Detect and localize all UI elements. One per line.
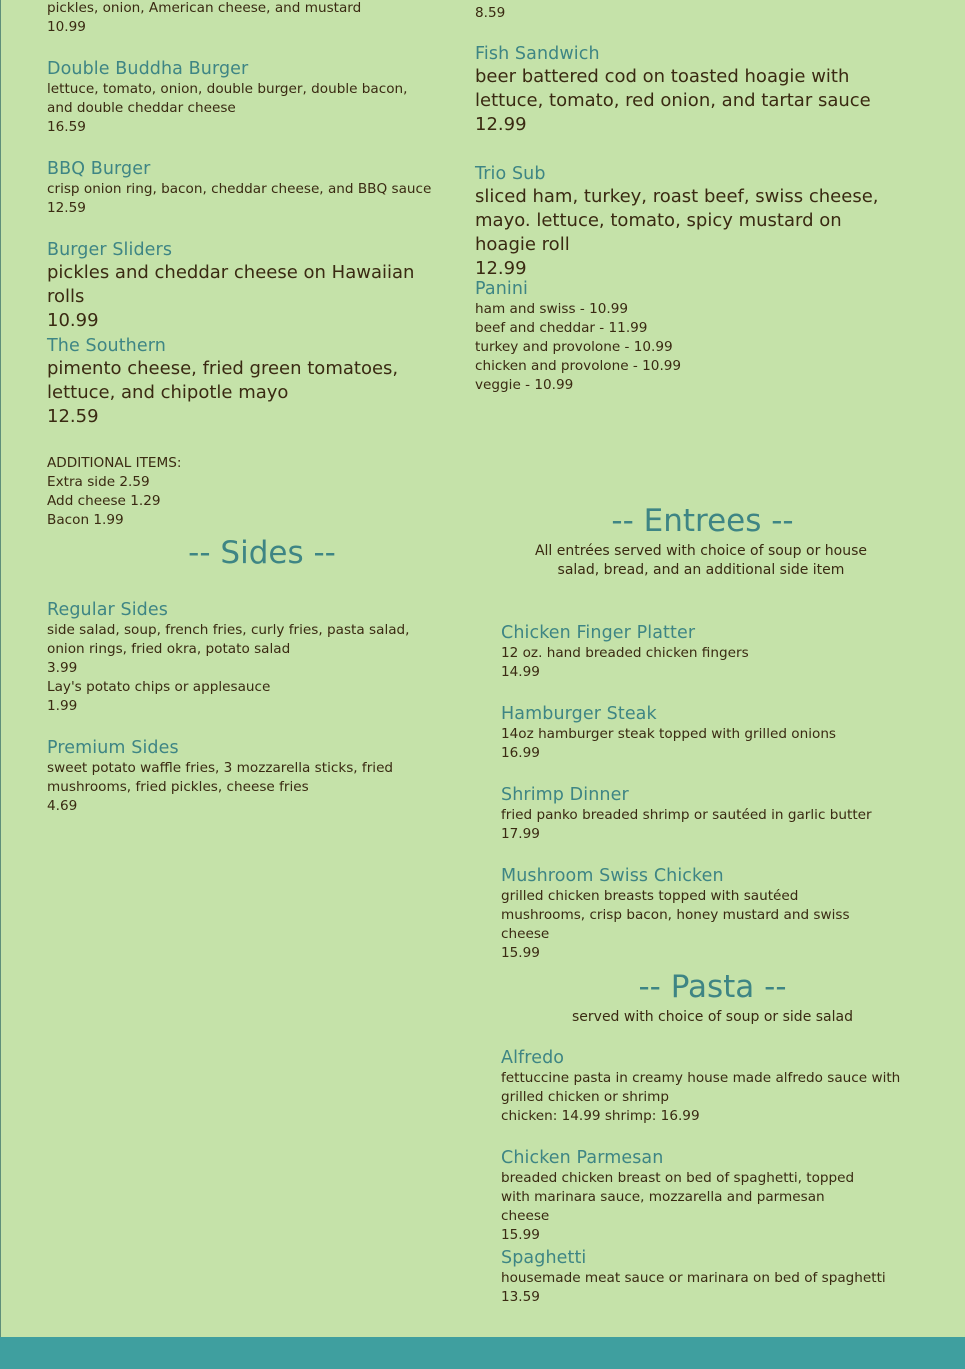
item-price: 1.99 xyxy=(47,698,78,714)
menu-item xyxy=(501,865,881,963)
menu-item xyxy=(47,599,432,716)
menu-item xyxy=(475,163,905,281)
menu-item xyxy=(501,1147,876,1245)
panini-option: ham and swiss - 10.99 xyxy=(475,301,629,317)
item-name: Spaghetti xyxy=(501,1248,587,1268)
item-name: BBQ Burger xyxy=(47,159,151,179)
page-left-border xyxy=(0,0,1,1369)
item-price: 15.99 xyxy=(501,1227,540,1243)
menu-item xyxy=(501,784,931,844)
panini-option: veggie - 10.99 xyxy=(475,377,574,393)
menu-item xyxy=(47,239,432,333)
panini-option: chicken and provolone - 10.99 xyxy=(475,358,682,374)
item-name: Chicken Parmesan xyxy=(501,1148,664,1168)
item-price: 15.99 xyxy=(501,945,540,961)
item-name: The Southern xyxy=(47,336,166,356)
item-description: housemade meat sauce or marinara on bed of spaghetti xyxy=(501,1270,886,1286)
item-description: pimento cheese, fried green tomatoes, lettuce, and chipotle mayo xyxy=(47,358,399,403)
menu-item xyxy=(47,58,432,137)
item-description: pickles, onion, American cheese, and mustard xyxy=(47,0,362,16)
additional-line: Add cheese 1.29 xyxy=(47,493,161,509)
item-price: chicken: 14.99 shrimp: 16.99 xyxy=(501,1108,700,1124)
item-price: 16.59 xyxy=(47,119,86,135)
item-price: 12.59 xyxy=(47,200,86,216)
additional-items xyxy=(47,454,432,530)
item-description: grilled chicken breasts topped with sautéed mushrooms, crisp bacon, honey mustard and swiss cheese xyxy=(501,888,850,942)
item-description: lettuce, tomato, onion, double burger, double bacon, and double cheddar cheese xyxy=(47,81,408,116)
item-name: Chicken Finger Platter xyxy=(501,623,696,643)
item-description: sweet potato waffle fries, 3 mozzarella sticks, fried mushrooms, fried pickles, cheese fries xyxy=(47,760,394,795)
item-description: beer battered cod on toasted hoagie with lettuce, tomato, red onion, and tartar sauce xyxy=(475,66,871,111)
menu-item xyxy=(501,1247,931,1307)
menu-item-panini xyxy=(475,278,905,395)
menu-item-cut-top xyxy=(47,0,432,37)
item-price: 13.59 xyxy=(501,1289,540,1305)
menu-item xyxy=(47,737,432,816)
menu-item xyxy=(475,43,905,137)
item-price: 10.99 xyxy=(47,310,99,331)
item-name: Premium Sides xyxy=(47,738,179,758)
item-name: Double Buddha Burger xyxy=(47,59,249,79)
item-price: 16.99 xyxy=(501,745,540,761)
pasta-title: -- Pasta -- xyxy=(638,969,787,1005)
sides-title: -- Sides -- xyxy=(188,535,336,571)
item-description: crisp onion ring, bacon, cheddar cheese, and BBQ sauce xyxy=(47,181,432,197)
item-name: Hamburger Steak xyxy=(501,704,657,724)
item-description: side salad, soup, french fries, curly fries, pasta salad, onion rings, fried okra, potato salad xyxy=(47,622,410,657)
item-name: Panini xyxy=(475,279,528,299)
item-name: Trio Sub xyxy=(475,164,546,184)
item-description: 12 oz. hand breaded chicken fingers xyxy=(501,645,749,661)
menu-item xyxy=(501,1047,931,1126)
item-name: Shrimp Dinner xyxy=(501,785,629,805)
item-price: 12.99 xyxy=(475,114,527,135)
item-name: Burger Sliders xyxy=(47,240,173,260)
additional-line: Bacon 1.99 xyxy=(47,512,124,528)
menu-item xyxy=(47,335,432,429)
menu-item xyxy=(501,703,931,763)
menu-item xyxy=(501,622,931,682)
item-price: 12.99 xyxy=(475,258,527,279)
additional-heading: ADDITIONAL ITEMS: xyxy=(47,455,182,471)
item-name: Regular Sides xyxy=(47,600,168,620)
item-description: 14oz hamburger steak topped with grilled onions xyxy=(501,726,837,742)
item-price: 12.59 xyxy=(47,406,99,427)
menu-item xyxy=(47,158,432,218)
item-price: 4.69 xyxy=(47,798,78,814)
pasta-subtitle: served with choice of soup or side salad xyxy=(572,1009,853,1025)
item-price: 17.99 xyxy=(501,826,540,842)
additional-line: Extra side 2.59 xyxy=(47,474,150,490)
item-price: 3.99 xyxy=(47,660,78,676)
item-name: Fish Sandwich xyxy=(475,44,600,64)
item-description: Lay's potato chips or applesauce xyxy=(47,679,271,695)
item-name: Mushroom Swiss Chicken xyxy=(501,866,724,886)
item-description: breaded chicken breast on bed of spaghetti, topped with marinara sauce, mozzarella and parmesan cheese xyxy=(501,1170,855,1224)
panini-option: beef and cheddar - 11.99 xyxy=(475,320,648,336)
item-description: pickles and cheddar cheese on Hawaiian rolls xyxy=(47,262,415,307)
item-price: 8.59 xyxy=(475,5,506,21)
item-price: 14.99 xyxy=(501,664,540,680)
left-column xyxy=(47,0,432,37)
item-price: 10.99 xyxy=(47,19,86,35)
entrees-title: -- Entrees -- xyxy=(611,503,794,539)
entrees-subtitle: All entrées served with choice of soup or house salad, bread, and an additional side item xyxy=(534,543,868,578)
item-description: fried panko breaded shrimp or sautéed in garlic butter xyxy=(501,807,872,823)
item-name: Alfredo xyxy=(501,1048,565,1068)
item-description: fettuccine pasta in creamy house made alfredo sauce with grilled chicken or shrimp xyxy=(501,1070,901,1105)
item-description: sliced ham, turkey, roast beef, swiss cheese, mayo. lettuce, tomato, spicy mustard on hoagie roll xyxy=(475,186,879,255)
panini-option: turkey and provolone - 10.99 xyxy=(475,339,673,355)
footer-bar xyxy=(0,1337,965,1369)
